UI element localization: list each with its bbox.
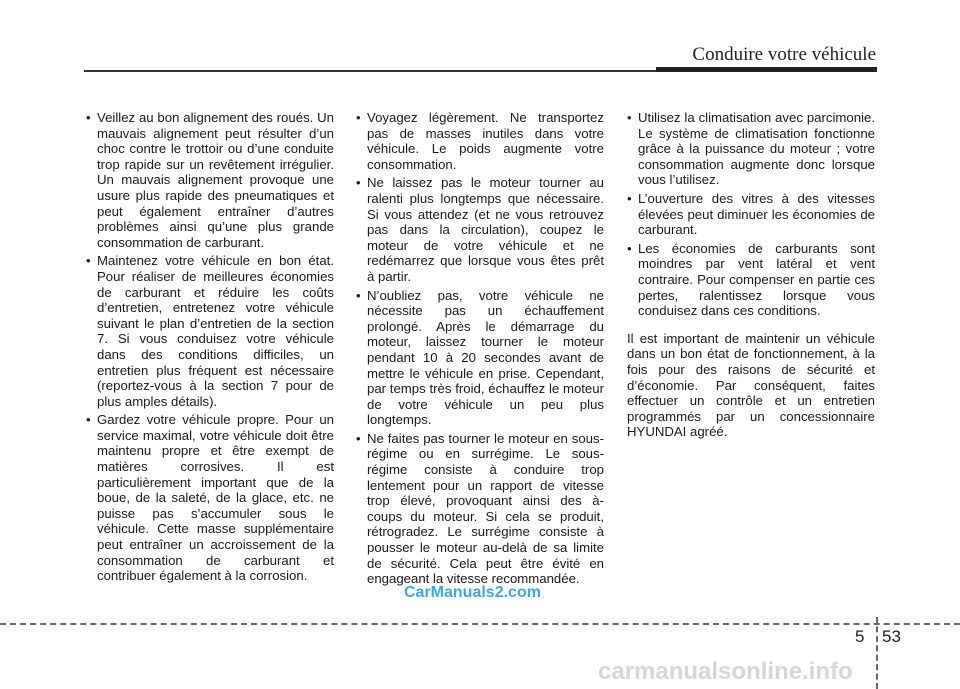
list-item-text: Voyagez légèrement. Ne transportez pas de masses inutiles dans votre véhicule. Le poids augmente votre consommation. xyxy=(367,110,604,172)
list-item-text: L’ouverture des vitres à des vitesses élevées peut diminuer les économies de carburant. xyxy=(638,190,875,238)
bullet-list xyxy=(627,110,875,319)
bullet-icon: • xyxy=(627,240,632,256)
bullet-icon: • xyxy=(627,110,632,125)
footer-dashed-rule xyxy=(0,623,960,625)
bullet-icon: • xyxy=(356,430,361,446)
list-item-text: Utilisez la climatisation avec parcimonie. Le système de climatisation fonctionne grâce à la puissance du moteur ; votre consommation augmente donc lorsque vous l’utilisez. xyxy=(638,110,875,188)
bullet-icon: • xyxy=(356,175,361,191)
list-item-text: Les économies de carburants sont moindres par vent latéral et vent contraire. Pour compenser en partie ces pertes, ralentissez lorsque vous conduisez dans ces conditions. xyxy=(638,240,875,319)
list-item xyxy=(356,431,604,587)
header-rule-thin xyxy=(84,70,656,72)
list-item xyxy=(627,191,875,238)
closing-paragraph: Il est important de maintenir un véhicule dans un bon état de fonctionnement, à la fois pour des raisons de sécurité et d’économie. Par conséquent, faites effectuer un contrôle et un entretien programmés par un concessionnaire HYUNDAI agréé. xyxy=(627,330,875,440)
footer-dashed-divider xyxy=(876,617,878,689)
page-header-title: Conduire votre véhicule xyxy=(692,44,876,65)
chapter-number: 5 xyxy=(855,627,865,646)
bullet-icon: • xyxy=(86,412,91,428)
bullet-icon: • xyxy=(627,190,632,206)
list-item xyxy=(627,241,875,319)
header-rule-thick xyxy=(656,67,877,72)
bullet-list xyxy=(356,110,604,587)
bullet-icon: • xyxy=(86,253,91,269)
list-item xyxy=(356,175,604,284)
text-column-2 xyxy=(356,110,604,590)
footer-site-watermark: carmanualsonline.info xyxy=(598,658,853,685)
bullet-icon: • xyxy=(356,287,361,303)
list-item xyxy=(356,288,604,428)
list-item-text: N’oubliez pas, votre véhicule ne nécessite pas un échauffement prolongé. Après le démarrage du moteur, laissez tourner le moteur pendant 10 à 20 secondes avant de mettre le véhicule en prise. Cependant, par temps très froid, échauffez le moteur de votre véhicule un peu plus longtemps. xyxy=(367,287,604,428)
bullet-list xyxy=(86,110,334,584)
list-item xyxy=(86,253,334,409)
page-number: 53 xyxy=(882,627,901,646)
bullet-icon: • xyxy=(356,110,361,125)
text-column-1 xyxy=(86,110,334,587)
list-item-text: Veillez au bon alignement des roués. Un mauvais alignement peut résulter d’un choc contre le trottoir ou d’une conduite trop rapide sur un revêtement irrégulier. Un mauvais alignement provoque une usure plus rapide des pneumatiques et peut également entraîner d’autres problèmes ainsi qu’une plus grande consommation de carburant. xyxy=(97,110,334,250)
list-item xyxy=(356,110,604,172)
list-item xyxy=(86,110,334,250)
list-item-text: Gardez votre véhicule propre. Pour un service maximal, votre véhicule doit être maintenu propre et être exempt de matières corrosives. Il est particulièrement important que de la boue, de la saleté, de la glace, etc. ne puisse pas s’accumuler sous le véhicule. Cette masse supplémentaire peut entraîner un accroissement de la consommation de carburant et contribuer également à la corrosion. xyxy=(97,412,334,584)
list-item xyxy=(86,412,334,584)
bullet-icon: • xyxy=(86,110,91,125)
watermark-link[interactable]: CarManuals2.com xyxy=(404,584,541,601)
list-item-text: Ne laissez pas le moteur tourner au ralenti plus longtemps que nécessaire. Si vous attendez (et ne vous retrouvez pas dans la circulation), coupez le moteur de votre véhicule et ne redémarrez que lorsque vous êtes prêt à partir. xyxy=(367,175,604,284)
list-item-text: Maintenez votre véhicule en bon état. Pour réaliser de meilleures économies de carburant et réduire les coûts d’entretien, entretenez votre véhicule suivant le plan d’entretien de la section 7. Si vous conduisez votre véhicule dans des conditions difficiles, un entretien plus fréquent est nécessaire (reportez-vous à la section 7 pour de plus amples détails). xyxy=(97,253,334,409)
list-item-text: Ne faites pas tourner le moteur en sous-régime ou en surrégime. Le sous-régime consiste à conduire trop lentement pour un rapport de vitesse trop élevé, provoquant ainsi des à-coups du moteur. Si cela se produit, rétrogradez. Le surrégime consiste à pousser le moteur au-delà de sa limite de sécurité. Cela peut être évité en engageant la vitesse recommandée. xyxy=(367,430,604,587)
list-item xyxy=(627,110,875,188)
text-column-3 xyxy=(627,110,875,440)
